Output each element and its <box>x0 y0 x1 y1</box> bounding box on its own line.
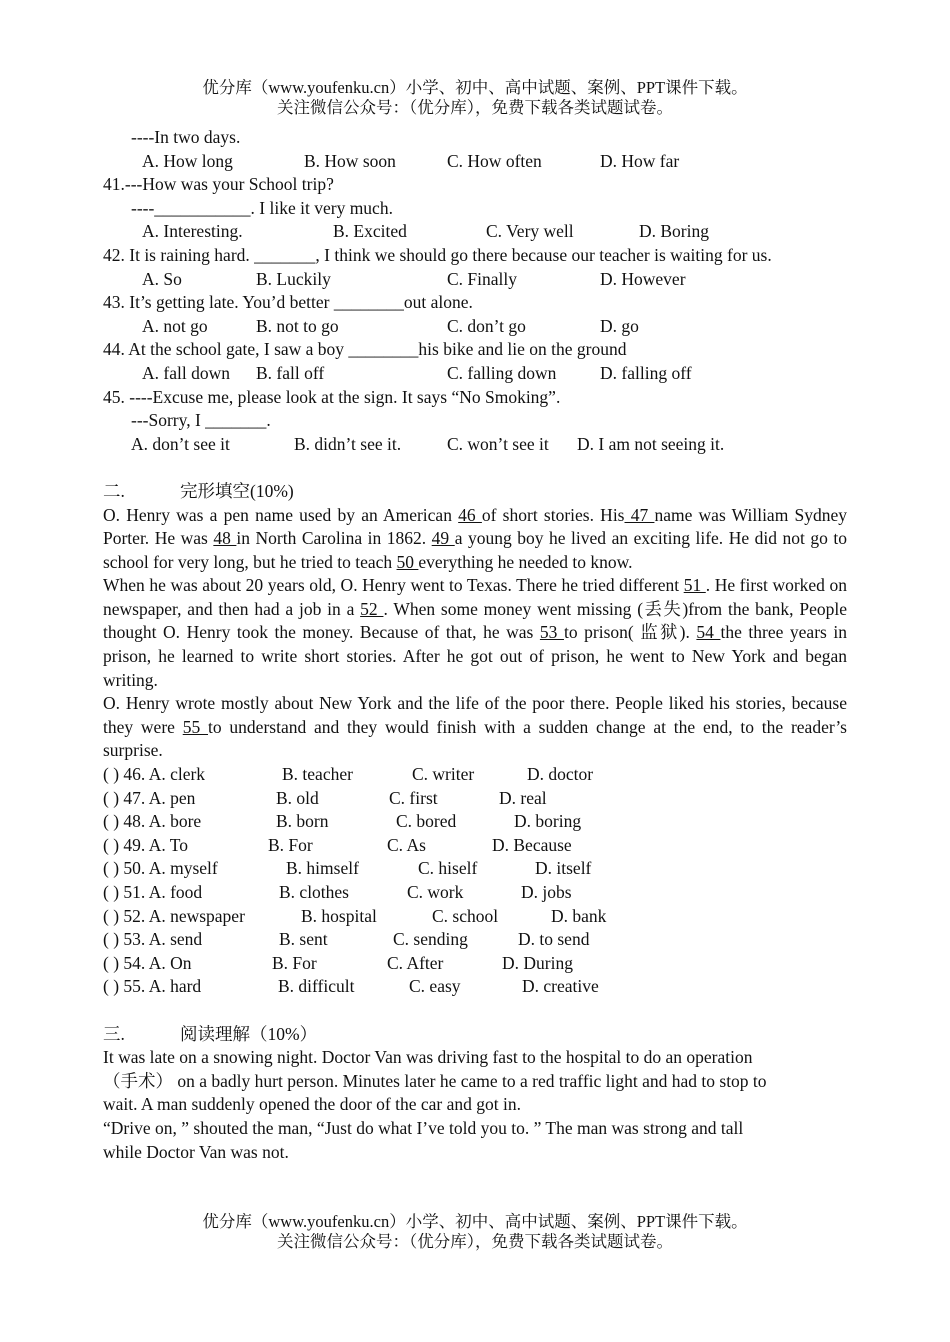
cloze-options-list <box>103 763 847 999</box>
cloze-item: ( ) 47. A. pen B. old C. first D. real <box>103 787 547 808</box>
q42-options <box>103 268 847 292</box>
q44-options <box>103 362 847 386</box>
header-line-1: 优分库（www.youfenku.cn）小学、初中、高中试题、案例、PPT课件下载。 <box>202 78 748 97</box>
reading-line: wait. A man suddenly opened the door of the car and got in. <box>103 1094 521 1115</box>
option-a: A. How long <box>142 150 233 171</box>
cloze-item: ( ) 50. A. myself B. himself C. hiself D. itself <box>103 858 592 879</box>
section2-heading <box>103 480 847 504</box>
option-b: B. didn’t see it. <box>294 433 402 454</box>
cloze-paragraph-3: O. Henry wrote mostly about New York and the life of the poor there. People liked his stories, because they were 55 to understand and they would finish with a sudden change at the end, to the reader’s surprise. <box>103 693 847 761</box>
blank-46: 46 <box>458 504 482 525</box>
footer-line-1: 优分库（www.youfenku.cn）小学、初中、高中试题、案例、PPT课件下载。 <box>202 1212 748 1231</box>
section3-heading <box>103 1023 847 1047</box>
header-line-2: 关注微信公众号：（优分库），免费下载各类试题试卷。 <box>277 98 673 117</box>
q43-stem: 43. It’s getting late. You’d better ________out alone. <box>103 292 473 313</box>
option-c: C. Very well <box>486 221 574 242</box>
q40-answer-line: ----In two days. <box>131 127 241 147</box>
exam-content <box>103 126 847 1164</box>
cloze-item: ( ) 55. A. hard B. difficult C. easy D. creative <box>103 976 599 997</box>
reading-line: （手术） on a badly hurt person. Minutes later he came to a red traffic light and had to stop to <box>103 1070 767 1091</box>
section3-number: 三. <box>103 1023 125 1044</box>
section2-title: 完形填空(10%) <box>180 480 294 501</box>
option-b: B. fall off <box>256 362 325 383</box>
blank-48: 48 <box>213 528 237 549</box>
q45-options <box>103 433 847 457</box>
option-d: D. However <box>600 268 686 289</box>
option-b: B. not to go <box>256 315 339 336</box>
blank-52: 52 <box>360 598 384 619</box>
cloze-paragraph-2: When he was about 20 years old, O. Henry went to Texas. There he tried different 51 . He first worked on newspaper, and then had a job in a 52 . When some money went missing (丢失)from the bank, People thought O. Henry took the money. Because of that, he was 53 to prison( 监狱). 54 the three years in prison, he learned to write short stories. After he got out of prison, he went to New York and began writing. <box>103 575 848 690</box>
section2-number: 二. <box>103 480 125 501</box>
blank-54: 54 <box>696 622 721 643</box>
option-d: D. Boring <box>639 221 709 242</box>
option-a: A. not go <box>142 315 208 336</box>
section3-title: 阅读理解（10%） <box>180 1023 318 1044</box>
reading-line: “Drive on, ” shouted the man, “Just do what I’ve told you to. ” The man was strong and tall <box>103 1117 744 1138</box>
option-d: D. I am not seeing it. <box>577 433 725 454</box>
blank-49: 49 <box>431 528 455 549</box>
option-a: A. fall down <box>142 362 230 383</box>
cloze-item: ( ) 51. A. food B. clothes C. work D. jobs <box>103 882 572 902</box>
blank-55: 55 <box>182 716 209 737</box>
cloze-paragraph-1: O. Henry was a pen name used by an American 46 of short stories. His 47 name was William Sydney Porter. He was 48 in North Carolina in 1862. 49 a young boy he lived an exciting life. He did not go to school for very long, but he tried to teach 50 everything he needed to know. <box>103 504 848 572</box>
blank-47: 47 <box>624 504 655 525</box>
option-b: B. Luckily <box>256 268 331 289</box>
reading-line: while Doctor Van was not. <box>103 1141 289 1162</box>
page-footer <box>0 1212 950 1252</box>
reading-line: It was late on a snowing night. Doctor Van was driving fast to the hospital to do an operation <box>103 1047 753 1068</box>
q44-stem: 44. At the school gate, I saw a boy ________his bike and lie on the ground <box>103 339 627 360</box>
cloze-item: ( ) 48. A. bore B. born C. bored D. boring <box>103 811 582 832</box>
cloze-item: ( ) 54. A. On B. For C. After D. During <box>103 952 573 973</box>
option-c: C. Finally <box>447 268 518 289</box>
blank-51: 51 <box>683 575 706 596</box>
q41-answer-line: ----___________. I like it very much. <box>131 197 393 218</box>
option-a: A. Interesting. <box>142 221 243 242</box>
option-c: C. How often <box>447 150 542 171</box>
blank-50: 50 <box>396 551 419 572</box>
footer-line-2: 关注微信公众号：（优分库），免费下载各类试题试卷。 <box>277 1232 673 1251</box>
option-d: D. go <box>600 315 639 336</box>
q40-options <box>103 150 847 174</box>
q45-stem: 45. ----Excuse me, please look at the sign. It says “No Smoking”. <box>103 386 561 407</box>
cloze-item: ( ) 46. A. clerk B. teacher C. writer D. doctor <box>103 764 594 785</box>
option-a: A. don’t see it <box>131 433 230 454</box>
option-c: C. don’t go <box>447 315 526 336</box>
q45-answer-line: ---Sorry, I _______. <box>131 410 271 431</box>
option-b: B. How soon <box>304 150 396 171</box>
option-c: C. won’t see it <box>447 433 549 454</box>
blank-53: 53 <box>539 622 564 643</box>
q41-options <box>103 220 847 244</box>
page-header <box>0 78 950 118</box>
q43-options <box>103 315 847 339</box>
option-a: A. So <box>142 268 182 289</box>
q41-stem: 41.---How was your School trip? <box>103 174 334 195</box>
option-c: C. falling down <box>447 362 557 383</box>
option-b: B. Excited <box>333 221 407 242</box>
cloze-item: ( ) 49. A. To B. For C. As D. Because <box>103 834 572 855</box>
option-d: D. falling off <box>600 362 692 383</box>
q42-stem: 42. It is raining hard. _______, I think we should go there because our teacher is waiting for us. <box>103 244 772 265</box>
option-d: D. How far <box>600 150 680 171</box>
cloze-item: ( ) 52. A. newspaper B. hospital C. school D. bank <box>103 905 607 926</box>
cloze-item: ( ) 53. A. send B. sent C. sending D. to send <box>103 929 590 950</box>
